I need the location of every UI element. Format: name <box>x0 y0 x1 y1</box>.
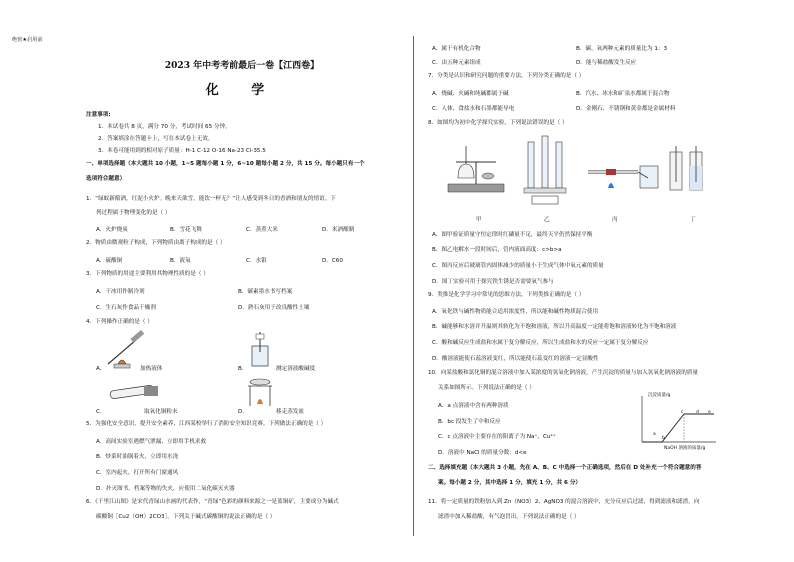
q10-stem: 10．向某盐酸和氯化铜的混合溶液中加入某浓度的氢氧化钠溶液，产生沉淀的质量与加入氢氧化钠溶液的质量 <box>428 370 699 376</box>
q7-stem: 7．分类是认识和研究问题的重要方法，下列分类正确的是（ ） <box>428 73 585 79</box>
q1-option-b: B．雪花飞舞 <box>170 227 202 233</box>
q6-option-c: C．由五种元素组成 <box>432 60 481 66</box>
q10-graph-point-c: c <box>681 410 684 415</box>
q5-option-a: A．高间实验室遇燃气泄漏，立即用手机求救 <box>96 439 207 445</box>
q10-graph-point-d: d <box>696 410 699 415</box>
q9-option-a: A．氧化铁与碱性物质能合适用浓度性，所以能和碱性物质混合使用 <box>432 309 599 315</box>
q3-option-d: D．熟石灰用于改良酸性土壤 <box>238 305 310 311</box>
section1-heading: 一、单项选择题（本大题共 10 小题，1~5 题每小题 1 分，6~10 题每小题 2 分，共 15 分。每小题只有一个 <box>86 161 365 167</box>
q8-experiment-figure <box>438 132 738 216</box>
q5-option-d: D．扑灭图书、档案等物的失火，应使用二氧化碳灭火器 <box>96 486 235 492</box>
q6-option-d: D．能与稀盐酸发生反应 <box>576 60 637 66</box>
confidential-note: 绝密★启用前 <box>12 37 43 43</box>
q9-stem: 9．类推是化学学习中常见的思维方法。下列类推正确的是（ ） <box>428 292 585 298</box>
q10-graph-point-e: e <box>708 410 711 415</box>
q6-stem-cont: 碳酸铜［Cu2（OH）2CO3］。下列关于碱式碳酸铜的说法正确的是（ ） <box>96 514 276 520</box>
q8-apparatus-bing <box>588 166 658 188</box>
section2-heading: 二、选择填充题（本大题共 3 小题，先在 A、B、C 中选择一个正确选项，然后在 D 处补充一个符合题意的答 <box>428 465 702 471</box>
notes-title: 注意事项: <box>86 112 111 118</box>
q1-stem: 1．“绿蚁新醅酒，红泥小火炉。晚来天欲雪，能饮一杯无？”让人感受到冬日的香酒和朋友的情谊。下 <box>86 196 336 202</box>
q3-stem: 3．下列物质的用途主要利用其物理性质的是（ ） <box>86 271 209 277</box>
q10-option-a: A．a 点溶液中含有两种溶质 <box>438 403 509 409</box>
q10-graph-point-b: b <box>662 436 665 441</box>
q4-stem: 4．下列操作正确的是（ ） <box>86 319 153 325</box>
q9-option-b: B．碱能够和水溶并升温则其转化为不饱和溶液，所以升高温度一定能将饱和溶液转化为不饱和溶液 <box>432 324 677 330</box>
note-2: 2．答案填涂在答题卡上，写在本试卷上无效。 <box>98 136 214 142</box>
q10-option-b: B．bc 段发生了中和反应 <box>438 419 501 425</box>
exam-subject: 化 学 <box>205 83 279 98</box>
q9-option-c: C．酸和碱反应生成盐和水属于复分解反应，所以生成盐和水的反应一定属于复分解反应 <box>432 340 649 346</box>
q4-option-a: A． <box>96 366 106 372</box>
exam-title: 2023 年中考考前最后一卷【江西卷】 <box>164 61 320 71</box>
q4-figure-c <box>106 378 166 406</box>
q2-stem: 2．物质由微观粒子构成，下列物质由离子构成的是（ ） <box>86 240 226 246</box>
q8-apparatus-ding <box>670 146 702 190</box>
q8-option-c: C．图丙反应后玻璃管内固体减少的质量小于生成气体中氧元素的质量 <box>432 263 604 269</box>
q2-option-d: D．C60 <box>322 258 343 264</box>
q3-option-b: B．碳素墨水书写档案 <box>238 289 293 295</box>
q7-option-d: D．金刚石、不锈钢和黄金都是金属材料 <box>576 106 676 112</box>
q7-option-c: C．人体、食盐水和石墨都能导电 <box>432 106 515 112</box>
q10-graph-point-a: a <box>653 432 656 437</box>
q10-option-d: D．溶液中 NaCl 的质量分数：d<e <box>438 450 527 456</box>
q11-stem-cont: 滤渣中加入稀盐酸，有气泡冒出。下列说法正确的是（ ） <box>438 514 580 520</box>
q5-stem: 5．为强化安全意识，提升安全素养，江西某校举行了消防安全知识竞赛。下列做法正确的是（ ） <box>86 421 327 427</box>
q10-graph-xlabel: NaOH 溶液的质量/g <box>664 446 706 451</box>
q8-label-ding: 丁 <box>690 217 696 223</box>
section1-heading-cont: 选项符合题意） <box>86 176 126 182</box>
q8-label-yi: 乙 <box>544 217 550 223</box>
q8-label-bing: 丙 <box>612 217 618 223</box>
q8-apparatus-yi <box>524 136 566 204</box>
column-divider <box>413 36 414 536</box>
q7-option-b: B．汽水、冰水和矿泉水都属于混合物 <box>576 91 670 97</box>
q2-option-c: C．水银 <box>246 258 267 264</box>
q4-option-d-label: 移走蒸发皿 <box>276 409 304 415</box>
q1-option-a: A．火炉烧炭 <box>96 227 128 233</box>
q8-stem: 8．如图均为初中化学探究实验，下列说法错误的是（ ） <box>428 120 568 126</box>
q10-stem-cont: 关系如图所示。下列说法正确的是（ ） <box>438 385 535 391</box>
q4-figure-d <box>240 374 280 408</box>
q10-precipitate-graph <box>630 392 720 452</box>
q10-graph-ylabel: 沉淀质量/g <box>648 393 671 398</box>
note-3: 3．本卷可能用到的相对原子质量：H-1 C-12 O-16 Na-23 Cl-35.5 <box>98 148 266 154</box>
section2-heading-cont: 案。每小题 2 分，其中选择 1 分，填充 1 分，共 6 分） <box>438 480 582 486</box>
q3-option-c: C．生石灰作食品干燥剂 <box>96 305 156 311</box>
q11-stem: 11．将一定质量的铁粉加入到 Zn（NO3）2、AgNO3 的混合溶液中，充分反应后过滤，得到滤液和滤渣。向 <box>428 499 700 505</box>
q8-apparatus-jia <box>448 146 504 192</box>
q9-option-d: D．酸溶液能使石蕊溶液变红，所以能使石蕊变红的溶液一定显酸性 <box>432 356 599 362</box>
q2-option-a: A．硫酸铜 <box>96 258 123 264</box>
q6-stem: 6．《千里江山图》是宋代青绿山水画的代表作，“青绿”色彩的颜料来源之一是蓝铜矿，主要成分为碱式 <box>86 499 339 505</box>
q4-option-b: B． <box>238 366 248 372</box>
note-1: 1．本试卷共 8 页，满分 70 分，考试时间 65 分钟。 <box>98 124 231 130</box>
q4-option-d: D． <box>238 409 248 415</box>
q8-option-b: B．图乙电解水一段时间后，管内液面高度：c>b>a <box>432 247 562 253</box>
q1-stem-cont: 列过程属于物理变化的是（ ） <box>96 210 171 216</box>
q4-option-c: C． <box>96 409 106 415</box>
q4-option-a-label: 加热液体 <box>140 366 163 372</box>
q1-option-c: C．蒸煮大米 <box>246 227 278 233</box>
q7-option-a: A．烧碱、火碱和纯碱都属于碱 <box>432 91 509 97</box>
q2-option-b: B．液氧 <box>170 258 191 264</box>
q10-option-c: C．c 点溶液中主要存在的阳离子为 Na⁺、Cu²⁺ <box>438 434 556 440</box>
q5-option-b: B．炒菜时油锅着火，立即用水浇 <box>96 454 179 460</box>
q4-option-c-label: 取氧化铜粉末 <box>144 409 178 415</box>
q8-option-d: D．图丁实验可用于探究铁生锈是否需要氧气参与 <box>432 279 554 285</box>
q6-option-a: A．属于有机化合物 <box>432 46 481 52</box>
q8-label-jia: 甲 <box>476 217 482 223</box>
q5-option-c: C．室内起火，打开所有门窗通风 <box>96 470 179 476</box>
q3-option-a: A．干冰用作制冷剂 <box>96 289 145 295</box>
q6-option-b: B．碳、氧两种元素的质量比为 1：3 <box>576 46 668 52</box>
q1-option-d: D．米酒酿制 <box>322 227 355 233</box>
q8-option-a: A．图甲验证质量守恒定律时红磷量不足，最终天平仍然保持平衡 <box>432 232 593 238</box>
q4-option-b-label: 测定溶液酸碱度 <box>276 366 316 372</box>
